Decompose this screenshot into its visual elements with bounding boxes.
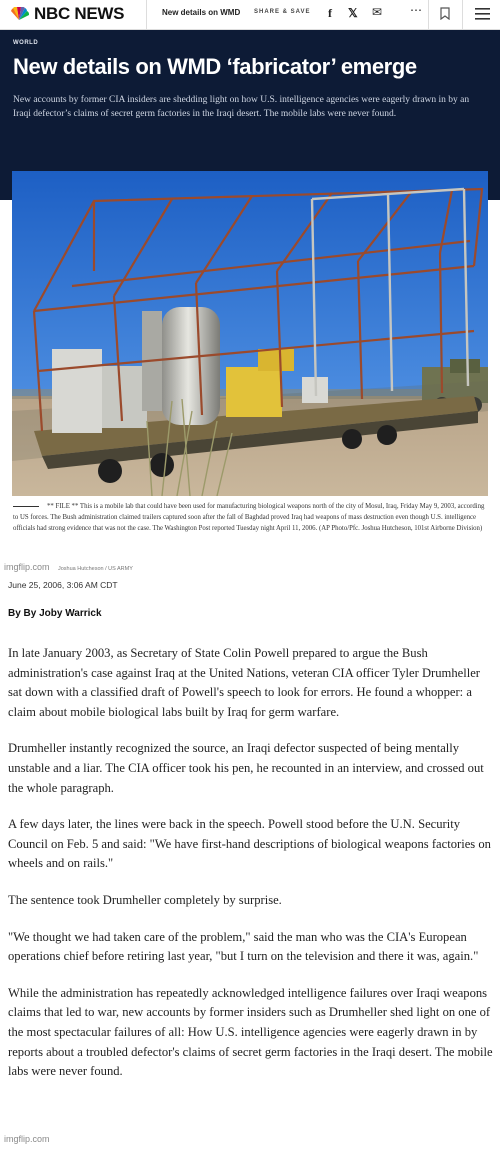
watermark: imgflip.com	[4, 1134, 50, 1144]
divider	[428, 0, 429, 29]
body-paragraph: "We thought we had taken care of the problem," said the man who was the CIA's European operations chief before retiring last year, "but I turn on the television and there it was, again."	[8, 929, 479, 964]
peacock-icon	[8, 7, 30, 21]
byline[interactable]: By By Joby Warrick	[8, 608, 102, 619]
more-icon[interactable]: ⋯	[410, 3, 423, 17]
photo-caption	[13, 502, 488, 534]
caption-text: ** FILE ** This is a mobile lab that could have been used for manufacturing biological weapons north of the city of Mosul, Iraq, Friday May 9, 2003, according to US forces. The Bush administration claimed trailers captured soon after the fall of Baghdad proved Iraq had weapons of mass destruction even though U.S. intelligence officials had strong evidence that was not the case. The Washington Post reported Tuesday night April 11, 2006. (AP Photo/Pfc. Joshua Hutcheson, 101st Airborne Division)	[13, 503, 485, 532]
facebook-icon[interactable]: f	[328, 6, 332, 20]
x-icon[interactable]: 𝕏	[348, 6, 358, 20]
share-and-save-label[interactable]: SHARE & SAVE	[254, 9, 311, 15]
article-title: New details on WMD ‘fabricator’ emerge	[13, 54, 417, 79]
nbc-news-logo[interactable]	[8, 3, 124, 25]
bookmark-icon[interactable]	[440, 7, 450, 20]
menu-icon[interactable]	[475, 8, 490, 20]
divider	[146, 0, 147, 29]
watermark: imgflip.com	[4, 562, 50, 572]
nav-headline[interactable]: New details on WMD	[162, 8, 241, 17]
mobile-lab-trailer-image	[12, 171, 488, 496]
mail-icon[interactable]: ✉	[372, 5, 383, 19]
body-paragraph: In late January 2003, as Secretary of State Colin Powell prepared to argue the Bush administration's case against Iraq at the United Nations, veteran CIA officer Tyler Drumheller sat down with a classified draft of Powell's speech to look for errors. He found a whopper: a claim about mobile biological labs built by Iraq for germ warfare.	[8, 646, 480, 719]
body-paragraph: While the administration has repeatedly acknowledged intelligence failures over Iraqi weapons claims that led to war, new accounts by former insiders such as Drumheller shed light on one of the most spectacular failures of all: How U.S. intelligence agencies were eagerly drawn in by reports about a troubled defector's claims of secret germ factories in the Iraqi desert. The mobile labs were never found.	[8, 985, 493, 1079]
body-paragraph: Drumheller instantly recognized the source, an Iraqi defector suspected of being mentally unstable and a liar. The CIA officer took his pen, he recounted in an interview, and crossed out the whole paragraph.	[8, 741, 484, 795]
publish-date: June 25, 2006, 3:06 AM CDT	[8, 580, 118, 590]
top-nav-bar	[0, 0, 500, 30]
article-dek: New accounts by former CIA insiders are shedding light on how U.S. intelligence agencies were eagerly drawn in by an Iraqi defector’s claims of secret germ factories in the Iraqi desert. The mobile labs were never found.	[13, 95, 470, 119]
article-body	[8, 644, 494, 1099]
article-photo	[12, 171, 488, 496]
caption-rule	[13, 506, 39, 507]
section-label[interactable]: WORLD	[13, 40, 39, 46]
brand-name: NBC NEWS	[34, 4, 125, 23]
photo-credit: Joshua Hutcheson / US ARMY	[58, 566, 133, 572]
body-paragraph: A few days later, the lines were back in the speech. Powell stood before the U.N. Security Council on Feb. 5 and said: "We have first-hand descriptions of biological weapons factories on wheels and on rails."	[8, 817, 491, 871]
body-paragraph: The sentence took Drumheller completely by surprise.	[8, 892, 282, 907]
divider	[462, 0, 463, 29]
